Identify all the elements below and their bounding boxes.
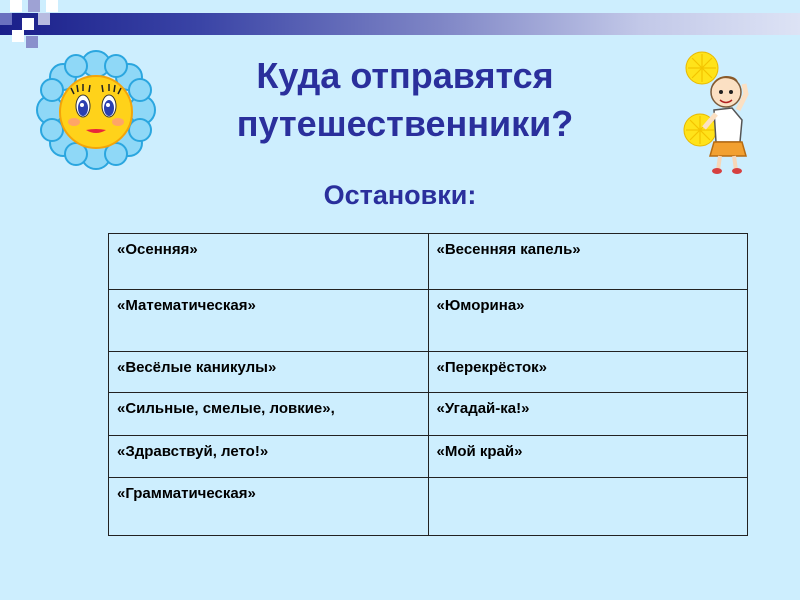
table-cell: «Мой край» (428, 436, 748, 478)
stops-table (108, 233, 748, 536)
title-line-2: путешественники? (236, 103, 574, 144)
table-cell: «Грамматическая» (109, 478, 429, 536)
title-line-1: Куда отправятся (256, 55, 554, 96)
page-title (160, 52, 650, 148)
table-row (109, 436, 748, 478)
table-cell: «Сильные, смелые, ловкие», (109, 393, 429, 436)
cheerleader-icon (680, 50, 760, 175)
table-cell: «Перекрёсток» (428, 352, 748, 393)
table-row (109, 234, 748, 290)
sun-flower-icon (36, 50, 156, 170)
table-cell: «Математическая» (109, 290, 429, 352)
table-cell (428, 478, 748, 536)
decorative-squares-icon (0, 0, 70, 50)
table-row (109, 352, 748, 393)
table-cell: «Весёлые каникулы» (109, 352, 429, 393)
table-cell: «Угадай-ка!» (428, 393, 748, 436)
table-cell: «Юморина» (428, 290, 748, 352)
stops-subtitle: Остановки: (323, 180, 477, 210)
table-row (109, 290, 748, 352)
table-row (109, 478, 748, 536)
table-cell: «Здравствуй, лето!» (109, 436, 429, 478)
table-cell: «Осенняя» (109, 234, 429, 290)
table-row (109, 393, 748, 436)
top-decorative-band (0, 13, 800, 35)
table-cell: «Весенняя капель» (428, 234, 748, 290)
